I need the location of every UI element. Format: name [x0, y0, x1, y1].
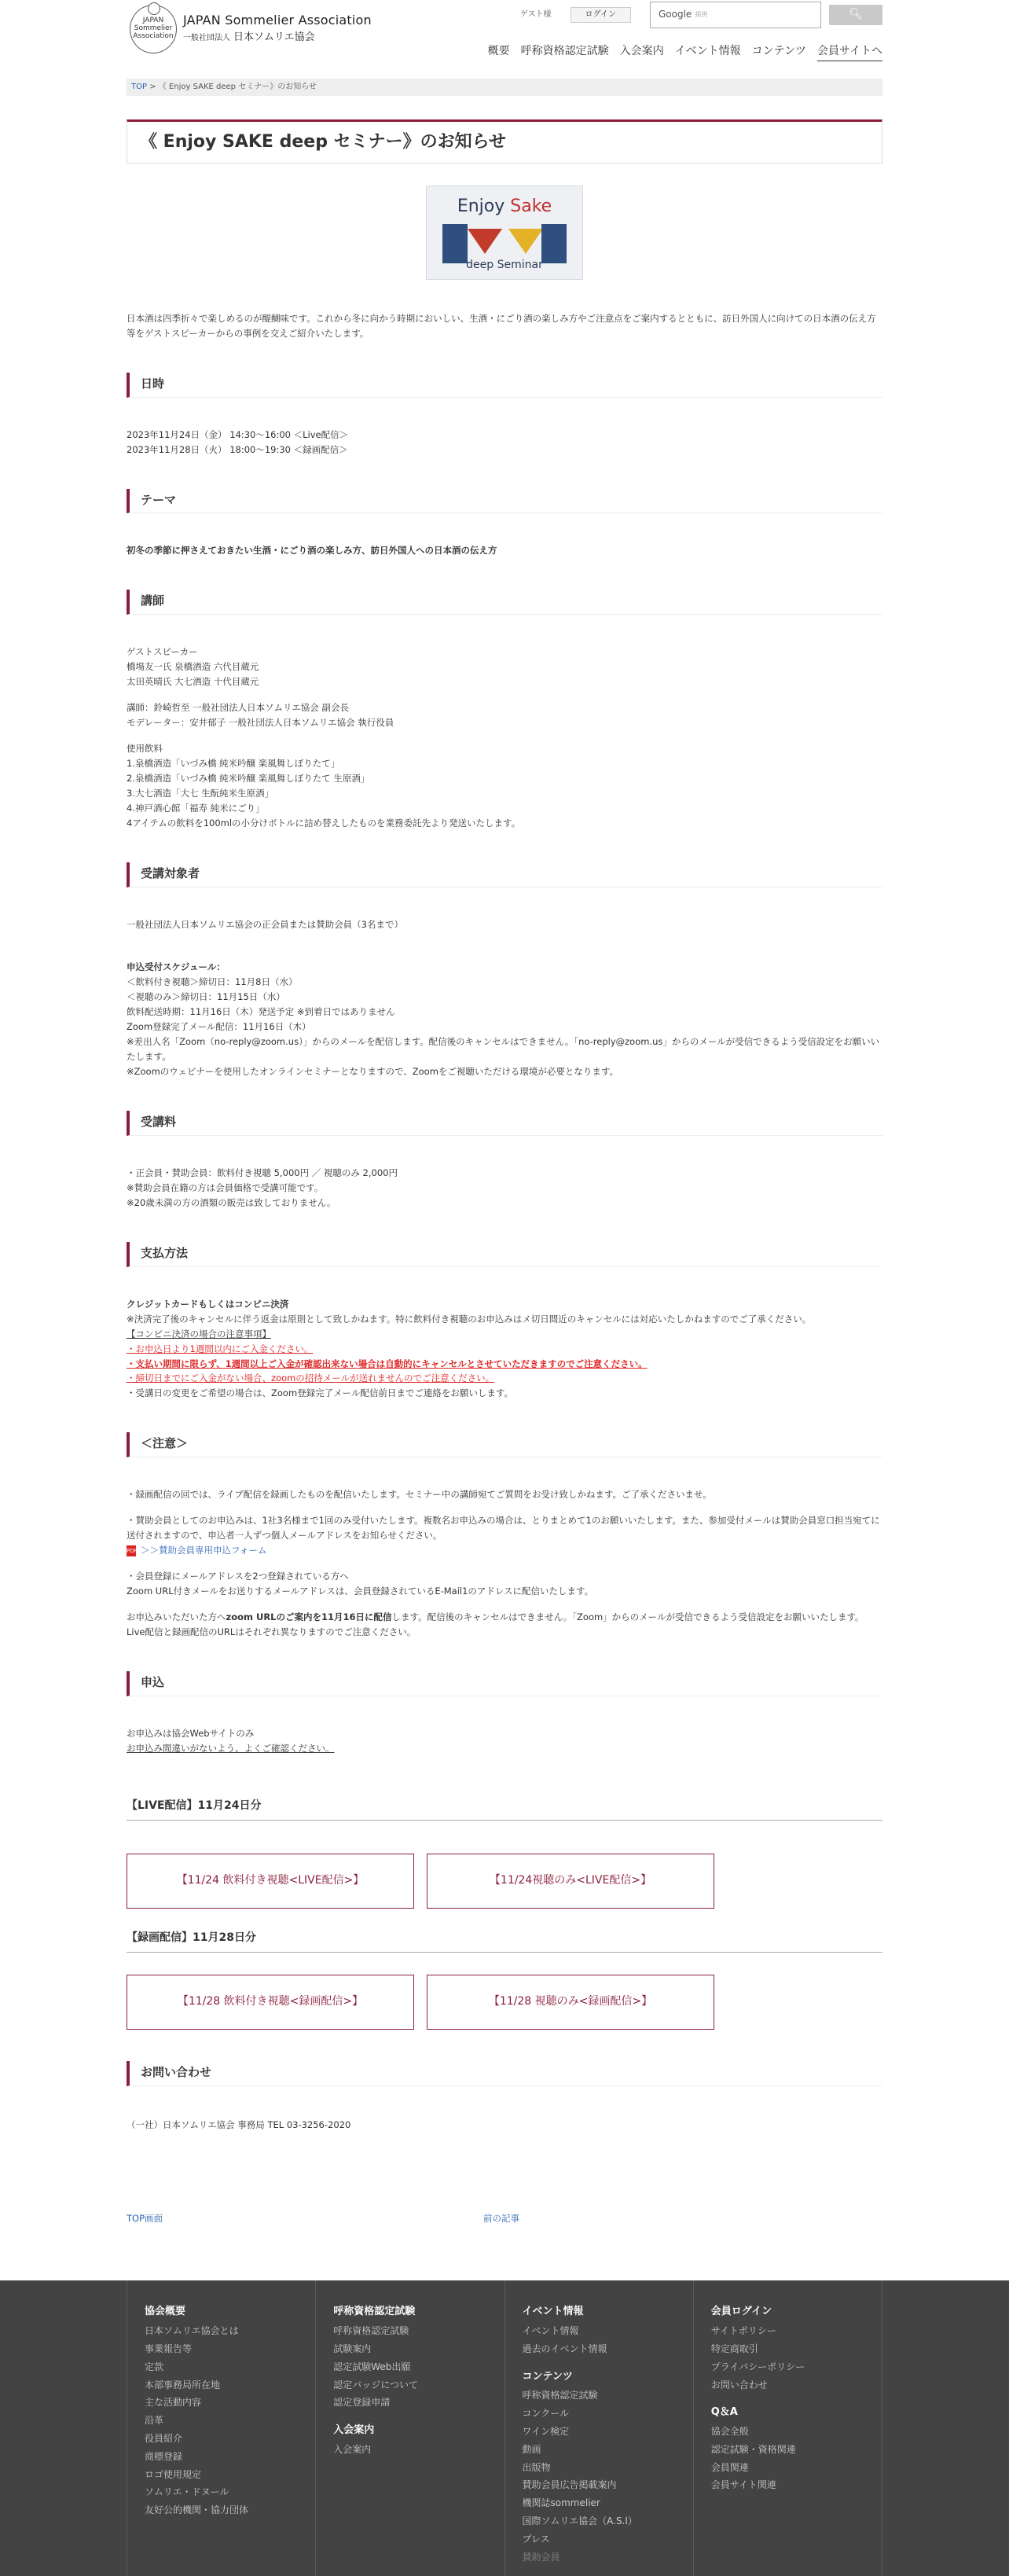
footer-link[interactable]: ロゴ使用規定 — [145, 2468, 202, 2480]
footer-link[interactable]: 過去のイベント情報 — [522, 2343, 607, 2354]
footer-link[interactable]: 協会全般 — [710, 2426, 749, 2438]
section-heading-caution: ＜注意＞ — [127, 1432, 882, 1457]
breadcrumb-home[interactable]: TOP — [131, 83, 148, 91]
site-footer — [0, 2280, 1009, 2576]
footer-link[interactable]: 出版物 — [522, 2461, 551, 2473]
logo-mark-line: Association — [133, 31, 174, 40]
top-page-link[interactable]: TOP画面 — [127, 2212, 163, 2224]
logo-mark-line: Sommelier — [134, 24, 173, 33]
footer-col-member — [693, 2280, 882, 2576]
pager — [127, 2211, 882, 2226]
theme-body: 初冬の季節に押さえておきたい生酒・にごり酒の楽しみ方、訪日外国人への日本酒の伝え方 — [127, 545, 497, 557]
footer-col-exam — [315, 2280, 504, 2576]
footer-col-events — [504, 2280, 693, 2576]
footer-link[interactable]: 呼称資格認定試験 — [333, 2325, 409, 2337]
section-heading-contact: お問い合わせ — [127, 2061, 882, 2086]
site-header — [127, 0, 882, 68]
footer-link[interactable]: コンクール — [522, 2408, 570, 2420]
footer-link[interactable]: 認定登録申請 — [333, 2397, 391, 2409]
live-view-only-button[interactable]: 【11/24視聴のみ<LIVE配信>】 — [427, 1854, 714, 1909]
logo-japanese: 一般社団法人 日本ソムリエ協会 — [183, 31, 315, 43]
page-title: 《 Enjoy SAKE deep セミナー》のお知らせ — [127, 119, 882, 164]
fee-body: ・正会員・賛助会員：飲料付き視聴 5,000円 ／ 視聴のみ 2,000円 ※賛助会員在籍の方は会員価格で受講可能です。 ※20歳未満の方の酒類の販売は致しておりません。 — [127, 1167, 398, 1208]
footer-link[interactable]: 賛助会員 — [522, 2551, 560, 2563]
pdf-icon: PDF — [127, 1545, 136, 1556]
live-with-drinks-button[interactable]: 【11/24 飲料付き視聴<LIVE配信>】 — [127, 1854, 414, 1909]
footer-heading[interactable]: Q＆A — [710, 2406, 738, 2419]
target-body: 一般社団法人日本ソムリエ協会の正会員または賛助会員（3名まで） 申込受付スケジュール： ＜飲料付き視聴＞締切日：11月8日（水） ＜視聴のみ＞締切日：11月15日（水） 飲料配送時期：11月16日（木）発送予定 ※到着日ではありません Zoom登録完了メール配信：11月16日（木） ※差出人名「Zoom（no-reply@zoom.us）」からのメールを配信します。配信後のキャンセルはできません。「no-reply@zoom.us」からのメールが受信できるよう受信設定をお願いいたします。 ※Zoomのウェビナーを使用したオンラインセミナーとなりますので、Zoomをご視聴いただける環境が必要となります。 — [127, 918, 880, 1078]
site-logo[interactable] — [130, 5, 372, 53]
footer-link[interactable]: 友好公的機関・協力団体 — [145, 2504, 249, 2516]
support-member-form-link[interactable]: PDF ＞＞賛助会員専用申込フォーム — [127, 1545, 267, 1556]
nav-contents[interactable]: コンテンツ — [751, 45, 806, 57]
section-heading-target: 受講対象者 — [127, 862, 882, 887]
footer-link[interactable]: プライバシーポリシー — [710, 2361, 805, 2372]
footer-link[interactable]: 定款 — [145, 2361, 164, 2372]
date-body: 2023年11月24日（金） 14:30～16:00 ＜Live配信＞ 2023年11月28日（火） 18:00～19:30 ＜録画配信＞ — [127, 428, 349, 455]
footer-heading[interactable]: 呼称資格認定試験 — [333, 2306, 416, 2318]
footer-link[interactable]: 商標登録 — [145, 2450, 183, 2462]
seminar-banner: Enjoy Sake deep Seminar — [426, 186, 583, 280]
footer-col-about — [127, 2280, 315, 2576]
breadcrumb-current: 《 Enjoy SAKE deep セミナー》のお知らせ — [158, 83, 317, 91]
search-input[interactable]: Google 提供 — [650, 2, 821, 28]
footer-link[interactable]: イベント情報 — [522, 2325, 579, 2337]
logo-english: JAPAN Sommelier Association — [183, 12, 372, 28]
footer-link[interactable]: 会員サイト関連 — [710, 2479, 776, 2491]
footer-heading[interactable]: 協会概要 — [145, 2306, 186, 2318]
footer-link[interactable]: サイトポリシー — [710, 2325, 776, 2337]
footer-link[interactable]: 会員関連 — [710, 2461, 749, 2473]
live-buttons — [127, 1854, 882, 1909]
footer-link[interactable]: ワイン検定 — [522, 2426, 570, 2438]
utility-bar — [520, 2, 882, 28]
search-button[interactable] — [829, 5, 882, 25]
footer-link[interactable]: 呼称資格認定試験 — [522, 2390, 598, 2401]
recorded-view-only-button[interactable]: 【11/28 視聴のみ<録画配信>】 — [427, 1975, 714, 2030]
footer-link[interactable]: 認定試験Web出願 — [333, 2361, 411, 2372]
nav-events[interactable]: イベント情報 — [674, 45, 741, 57]
footer-link[interactable]: 沿革 — [145, 2415, 164, 2427]
recorded-buttons — [127, 1975, 882, 2030]
footer-link[interactable]: 役員紹介 — [145, 2432, 183, 2444]
footer-link[interactable]: 機関誌sommelier — [522, 2497, 600, 2509]
footer-link[interactable]: ソムリエ・ドヌール — [145, 2486, 229, 2498]
logo-mark — [130, 5, 177, 53]
intro-text: 日本酒は四季折々で楽しめるのが醍醐味です。これから冬に向かう時期においしい、生酒・にごり酒の楽しみ方やご注意点をご案内するとともに、訪日外国人に向けての日本酒の伝え方等をゲストスピーカーからの事例を交えご紹介いたします。 — [127, 313, 876, 339]
apply-body: お申込みは協会Webサイトのみ お申込み間違いがないよう、よくご確認ください。 — [127, 1727, 335, 1754]
footer-heading[interactable]: コンテンツ — [522, 2370, 573, 2383]
search-icon: 🔍︎ — [849, 8, 863, 21]
footer-heading[interactable]: イベント情報 — [522, 2306, 584, 2318]
caution-body: ・録画配信の回では、ライブ配信を録画したものを配信いたします。セミナー中の講師宛てご質問をお受け致しかねます。ご了承くださいませ。 ・賛助会員としてのお申込みは、1社3名様まで1回のみ受付いたします。複数名お申込みの場合は、とりまとめて1のお願いいたします。また、参加受付メールは賛助会員窓口担当宛てに送付されますので、申込者一人ずつ個人メールアドレスをお知らせください。 PDF ＞＞賛助会員専用申込フォーム ・会員登録にメールアドレスを2つ登録されている方へ Zoom URL付きメールをお送りするメールアドレスは、会員登録されているE-Mail1のアドレスに配信いたします。 お申込みいただいた方へzoom URLのご案内を11月16日に配信します。配信後のキャンセルはできません。「Zoom」からのメールが受信できるよう受信設定をお願いいたします。 Live配信と録画配信のURLはそれぞれ異なりますのでご注意ください。 — [127, 1487, 882, 1640]
guest-label: ゲスト様 — [519, 9, 552, 19]
recorded-with-drinks-button[interactable]: 【11/28 飲料付き視聴<録画配信>】 — [127, 1975, 414, 2030]
section-heading-fee: 受講料 — [127, 1111, 882, 1136]
footer-link[interactable]: 賛助会員広告掲載案内 — [522, 2479, 617, 2491]
global-nav — [488, 42, 882, 61]
breadcrumb: TOP > 《 Enjoy SAKE deep セミナー》のお知らせ — [127, 79, 882, 96]
previous-article-link[interactable]: 前の記事 — [483, 2212, 519, 2224]
section-heading-theme: テーマ — [127, 489, 882, 514]
footer-link[interactable]: 本部事務局所在地 — [145, 2379, 221, 2390]
footer-link[interactable]: 動画 — [522, 2443, 541, 2455]
contact-body: （一社）日本ソムリエ協会 事務局 TEL 03-3256-2020 — [127, 2118, 351, 2130]
footer-link[interactable]: プレス — [522, 2533, 550, 2545]
nav-overview[interactable]: 概要 — [487, 45, 510, 57]
logo-mark-line: JAPAN — [142, 17, 164, 25]
footer-link[interactable]: 特定商取引 — [710, 2343, 758, 2354]
nav-membership[interactable]: 入会案内 — [619, 45, 664, 57]
nav-certification-exam[interactable]: 呼称資格認定試験 — [520, 45, 609, 57]
section-heading-lecturer: 講師 — [127, 590, 882, 615]
footer-link[interactable]: 入会案内 — [333, 2443, 372, 2455]
section-heading-payment: 支払方法 — [127, 1242, 882, 1267]
footer-link[interactable]: 認定試験・資格関連 — [710, 2443, 796, 2455]
footer-link[interactable]: 主な活動内容 — [145, 2397, 202, 2409]
section-heading-date: 日時 — [127, 373, 882, 398]
footer-link[interactable]: 試験案内 — [333, 2343, 372, 2354]
payment-body: クレジットカードもしくはコンビニ決済 ※決済完了後のキャンセルに伴う返金は原則として致しかねます。特に飲料付き視聴のお申込みはメ切日間近のキャンセルには対応いたしかねますのでご了承ください。 【コンビニ決済の場合の注意事項】 ・お申込日より1週間以内にご入金ください。 ・支払い期間に限らず、1週間以上ご入金が確認出来ない場合は自動的にキャンセルとさせていただきますのでご注意ください。 ・締切日までにご入金がない場合、zoomの招待メールが送れませんのでご注意ください。 ・受講日の変更をご希望の場合は、Zoom登録完了メール配信前日までご連絡をお願いします。 — [127, 1298, 812, 1399]
footer-link[interactable]: 日本ソムリエ協会とは — [145, 2325, 239, 2337]
login-button[interactable]: ログイン — [571, 7, 632, 24]
footer-link[interactable]: 事業報告等 — [145, 2343, 193, 2354]
lecturer-body: ゲストスピーカー 橋場友一氏 泉橋酒造 六代目蔵元 太田英晴氏 大七酒造 十代目蔵元 講師：鈴崎哲至 一般社団法人日本ソムリエ協会 副会長 モデレーター：安井郁子 一般社団法人日本ソムリエ協会 執行役員 使用飲料 1.泉橋酒造「いづみ橋 純米吟醸 楽風舞しぼりたて」 2.泉橋酒造「いづみ橋 純米吟醸 楽風舞しぼりたて 生原酒」 3.大七酒造「大七 生酛純米生原酒」 4.神戸酒心館「福寿 純米にごり」 4アイテムの飲料を100mlの小分けボトルに詰め替えしたものを業務委託先より発送いたします。 — [127, 646, 521, 829]
footer-link[interactable]: お問い合わせ — [710, 2379, 768, 2390]
live-heading: 【LIVE配信】11月24日分 — [127, 1797, 882, 1821]
nav-member-site[interactable]: 会員サイトへ — [817, 42, 882, 61]
footer-heading[interactable]: 会員ログイン — [710, 2306, 772, 2318]
footer-link[interactable]: 国際ソムリエ協会（A.S.I） — [522, 2515, 637, 2527]
section-heading-apply: 申込 — [127, 1671, 882, 1696]
footer-heading[interactable]: 入会案内 — [333, 2424, 375, 2437]
recorded-heading: 【録画配信】11月28日分 — [127, 1929, 882, 1953]
footer-link[interactable]: 認定バッジについて — [333, 2379, 419, 2390]
